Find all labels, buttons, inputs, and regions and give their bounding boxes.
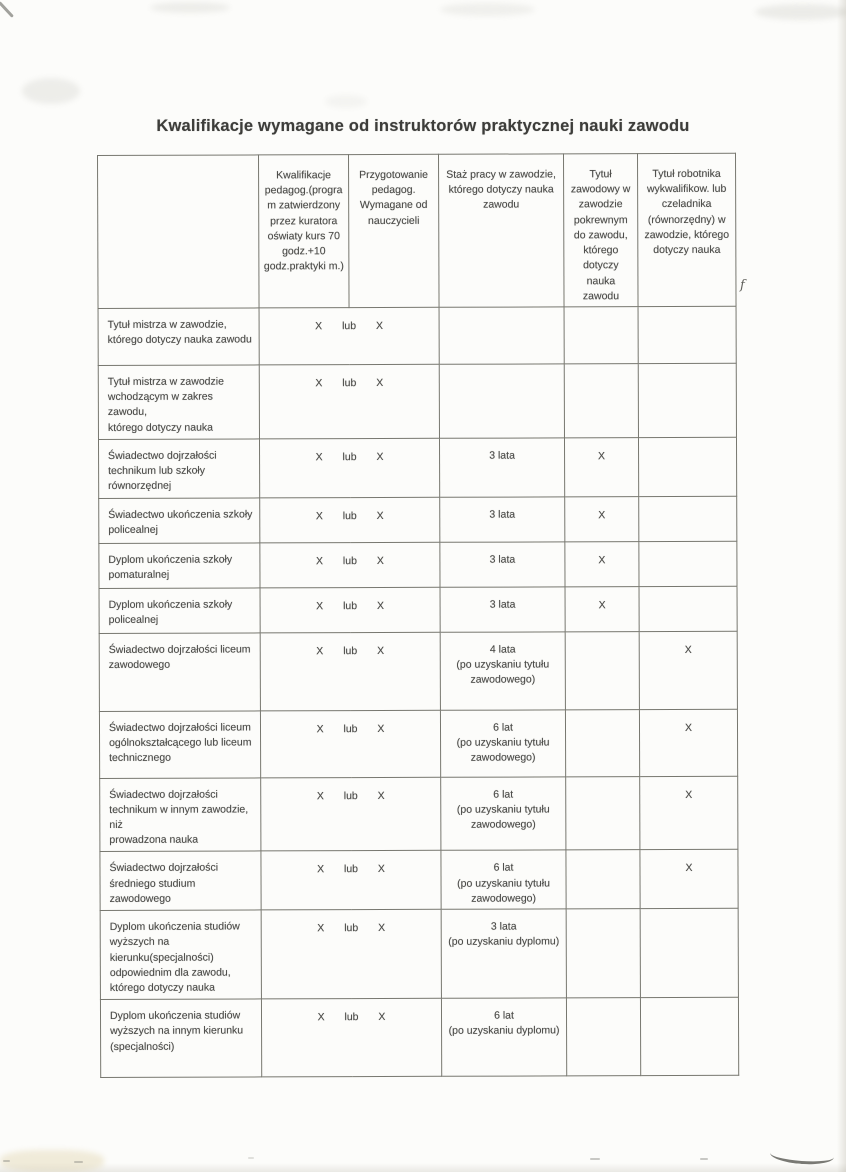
staz-cell: 3 lata	[440, 496, 565, 541]
scan-speck	[3, 1160, 10, 1162]
scan-corner-nick	[0, 1, 14, 18]
tytul-robotnika-cell	[640, 908, 738, 997]
tytul-robotnika-cell	[639, 586, 737, 631]
tytul-robotnika-cell: X	[640, 850, 738, 909]
staz-cell: 3 lata	[440, 586, 565, 631]
tytul-robotnika-cell	[638, 363, 736, 437]
scan-stain	[0, 1150, 104, 1172]
scan-speck	[590, 1158, 600, 1160]
header-tytul-robotnika: Tytuł robotnika wykwalifikow. lub czeladnika (równorzędny) w zawodzie, którego dotyczy nauka	[637, 153, 736, 306]
tytul-pokrewny-cell	[565, 709, 639, 776]
header-przygotowanie: Przygotowanie pedagog. Wymagane od nauczycieli	[349, 154, 440, 307]
kwalifikacje-cell: X lub X	[261, 777, 441, 852]
kwalifikacje-cell: X lub X	[259, 364, 439, 439]
tytul-pokrewny-cell	[566, 998, 640, 1076]
kwalifikacje-cell: X lub X	[260, 632, 440, 711]
scan-smudge	[325, 95, 367, 108]
tytul-robotnika-cell: X	[639, 709, 737, 776]
scan-speck	[248, 1157, 254, 1159]
table-row	[100, 850, 738, 911]
kwalifikacje-cell: X lub X	[260, 587, 440, 633]
tytul-pokrewny-cell	[564, 307, 638, 364]
row-label: Dyplom ukończenia studiów wyższych na innym kierunku (specjalności)	[100, 999, 261, 1078]
staz-cell: 3 lata (po uzyskaniu dyplomu)	[441, 909, 566, 999]
tytul-robotnika-cell: X	[639, 631, 737, 709]
tytul-pokrewny-cell	[566, 850, 640, 909]
row-label: Tytuł mistrza w zawodzie wchodzącym w zakres zawodu, którego dotyczy nauka	[98, 365, 259, 439]
qualifications-table	[97, 153, 739, 1078]
staz-cell: 6 lat (po uzyskaniu dyplomu)	[441, 998, 566, 1076]
kwalifikacje-cell: X lub X	[260, 497, 440, 543]
header-row-label	[98, 155, 260, 309]
tytul-robotnika-cell: X	[640, 776, 738, 850]
kwalifikacje-cell: X lub X	[260, 710, 440, 778]
table-row	[100, 908, 738, 999]
tytul-pokrewny-cell: X	[565, 496, 639, 541]
page-title: Kwalifikacje wymagane od instruktorów praktycznej nauki zawodu	[156, 117, 690, 135]
row-label: Tytuł mistrza w zawodzie, którego dotyczy nauka zawodu	[98, 308, 259, 366]
scan-smudge	[440, 3, 535, 16]
tytul-robotnika-cell	[638, 306, 736, 363]
scan-edge-shadow-bottom	[0, 1163, 846, 1172]
kwalifikacje-cell: X lub X	[259, 307, 439, 365]
table-row	[99, 541, 737, 588]
table-row	[99, 496, 737, 543]
scan-bottom-mark	[769, 1144, 834, 1166]
scan-speck	[700, 1158, 708, 1160]
tytul-pokrewny-cell	[565, 631, 639, 709]
table-row	[100, 776, 738, 852]
scan-edge-shadow-right	[837, 0, 846, 1172]
table-body	[98, 306, 739, 1077]
table-row	[99, 709, 737, 778]
tytul-robotnika-cell	[639, 541, 737, 586]
staz-cell: 3 lata	[440, 541, 565, 586]
staz-cell	[439, 307, 564, 364]
kwalifikacje-cell: X lub X	[261, 909, 441, 999]
tytul-pokrewny-cell: X	[565, 586, 639, 631]
table-header-row	[98, 153, 737, 308]
scan-smudge	[150, 2, 230, 13]
kwalifikacje-cell: X lub X	[261, 851, 441, 910]
staz-cell: 6 lat (po uzyskaniu tytułu zawodowego)	[441, 850, 566, 909]
row-label: Dyplom ukończenia szkoły pomaturalnej	[99, 542, 260, 588]
tytul-pokrewny-cell: X	[565, 541, 639, 586]
tytul-robotnika-cell	[638, 437, 736, 496]
staz-cell: 4 lata (po uzyskaniu tytułu zawodowego)	[440, 631, 565, 709]
table-row	[99, 631, 737, 711]
table-row	[100, 997, 738, 1077]
table-row	[98, 306, 736, 365]
row-label: Świadectwo dojrzałości technikum w innym zawodzie, niż prowadzona nauka	[100, 777, 261, 851]
table-row	[98, 363, 736, 439]
staz-cell	[439, 364, 564, 438]
tytul-pokrewny-cell	[566, 909, 640, 998]
tytul-robotnika-cell	[640, 997, 738, 1075]
header-staz: Staż pracy w zawodzie, którego dotyczy nauka zawodu	[438, 154, 564, 307]
tytul-pokrewny-cell	[564, 364, 638, 438]
kwalifikacje-cell: X lub X	[259, 438, 439, 497]
table-row	[99, 586, 737, 633]
row-label: Świadectwo dojrzałości liceum ogólnokształcącego lub liceum technicznego	[99, 710, 260, 778]
scan-speck	[74, 1161, 83, 1163]
row-label: Świadectwo dojrzałości średniego studium zawodowego	[100, 851, 261, 910]
tytul-pokrewny-cell: X	[564, 437, 638, 496]
staz-cell: 6 lat (po uzyskaniu tytułu zawodowego)	[440, 709, 565, 776]
row-label: Świadectwo dojrzałości liceum zawodowego	[99, 632, 260, 711]
header-tytul-pokrewny: Tytuł zawodowy w zawodzie pokrewnym do zawodu, którego dotyczy nauka zawodu	[563, 154, 638, 307]
row-label: Świadectwo dojrzałości technikum lub szkoły równorzędnej	[98, 439, 259, 498]
kwalifikacje-cell: X lub X	[260, 542, 440, 588]
kwalifikacje-cell: X lub X	[261, 998, 441, 1077]
header-kwalifikacje: Kwalifikacje pedagog.(progra m zatwierdzony przez kuratora oświaty kurs 70 godz.+10 godz.praktyki m.)	[259, 155, 350, 308]
tytul-robotnika-cell	[639, 496, 737, 541]
stray-pen-mark: f	[740, 278, 745, 293]
tytul-pokrewny-cell	[566, 776, 640, 850]
row-label: Dyplom ukończenia studiów wyższych na kierunku(specjalności) odpowiednim dla zawodu, którego dotyczy nauka	[100, 910, 261, 1000]
staz-cell: 3 lata	[439, 438, 564, 497]
scan-smudge	[755, 4, 846, 20]
table-row	[98, 437, 736, 498]
row-label: Dyplom ukończenia szkoły policealnej	[99, 587, 260, 633]
scan-smudge	[22, 78, 80, 104]
row-label: Świadectwo ukończenia szkoły policealnej	[99, 497, 260, 543]
staz-cell: 6 lat (po uzyskaniu tytułu zawodowego)	[441, 776, 566, 850]
